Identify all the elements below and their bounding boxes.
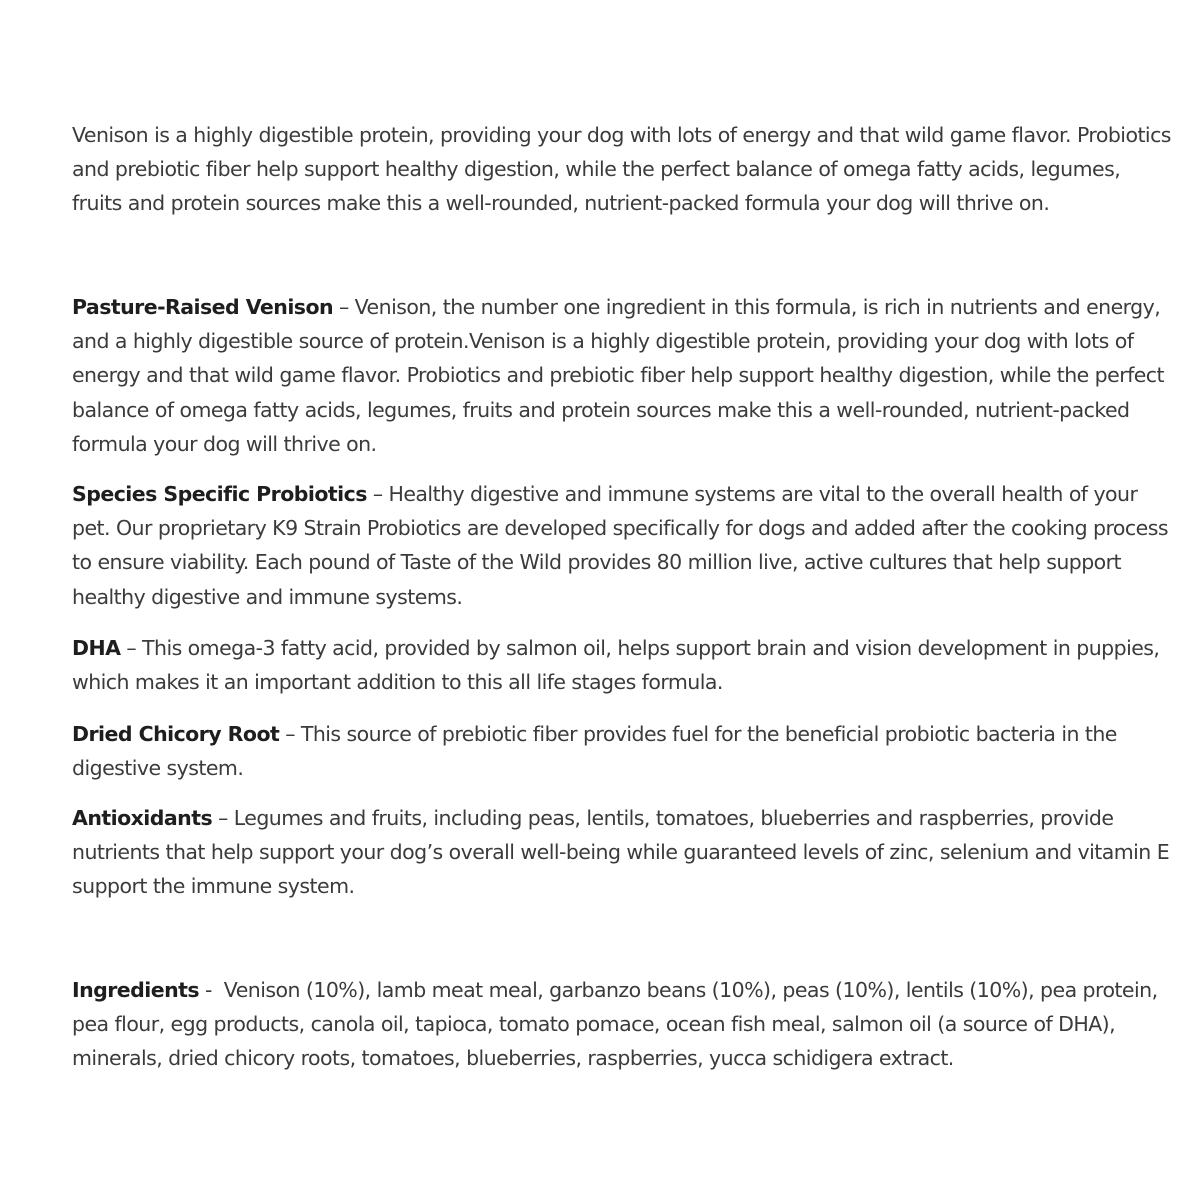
intro-paragraph: Venison is a highly digestible protein, providing your dog with lots of energy and that wild game flavor. Probiotics and prebiotic fiber help support healthy digestion, while the perfect balance of omega fatty acids, legumes, fruits and protein sources make this a well-rounded, nutrient-packed formula your dog will thrive on. [72, 123, 1171, 216]
feature-text: – This source of prebiotic fiber provides fuel for the beneficial probiotic bacteria in the digestive system. [72, 722, 1117, 781]
feature-title: Species Specific Probiotics [72, 482, 367, 506]
feature-title: Dried Chicory Root [72, 722, 280, 746]
feature-paragraph-pasture-raised-venison [72, 290, 1172, 461]
feature-paragraph-dha [72, 631, 1172, 699]
feature-paragraph-dried-chicory-root [72, 717, 1172, 785]
feature-paragraph-antioxidants [72, 801, 1172, 904]
ingredients-text: - Venison (10%), lamb meat meal, garbanzo beans (10%), peas (10%), lentils (10%), pea protein, pea flour, egg products, canola oil, tapioca, tomato pomace, ocean fish meal, salmon oil (a source of DHA), minerals, dried chicory roots, tomatoes, blueberries, raspberries, yucca schidigera extract. [72, 978, 1164, 1071]
ingredients-title: Ingredients [72, 978, 200, 1002]
feature-text: – Healthy digestive and immune systems are vital to the overall health of your pet. Our proprietary K9 Strain Probiotics are developed specifically for dogs and added after the cooking process to ensure viability. Each pound of Taste of the Wild provides 80 million live, active cultures that help support healthy digestive and immune systems. [72, 482, 1168, 609]
feature-text: – Legumes and fruits, including peas, lentils, tomatoes, blueberries and raspberries, provide nutrients that help support your dog’s overall well-being while guaranteed levels of zinc, selenium and vitamin E support the immune system. [72, 806, 1170, 899]
feature-paragraph-species-specific-probiotics [72, 477, 1172, 614]
feature-title: Pasture-Raised Venison [72, 295, 334, 319]
ingredients-paragraph [72, 973, 1172, 1076]
feature-text: – Venison, the number one ingredient in this formula, is rich in nutrients and energy, and a highly digestible source of protein.Venison is a highly digestible protein, providing your dog with lots of energy and that wild game flavor. Probiotics and prebiotic fiber help support healthy digestion, while the perfect balance of omega fatty acids, legumes, fruits and protein sources make this a well-rounded, nutrient-packed formula your dog will thrive on. [72, 295, 1165, 456]
feature-title: DHA [72, 636, 121, 660]
feature-title: Antioxidants [72, 806, 213, 830]
feature-text: – This omega-3 fatty acid, provided by salmon oil, helps support brain and vision development in puppies, which makes it an important addition to this all life stages formula. [72, 636, 1160, 695]
